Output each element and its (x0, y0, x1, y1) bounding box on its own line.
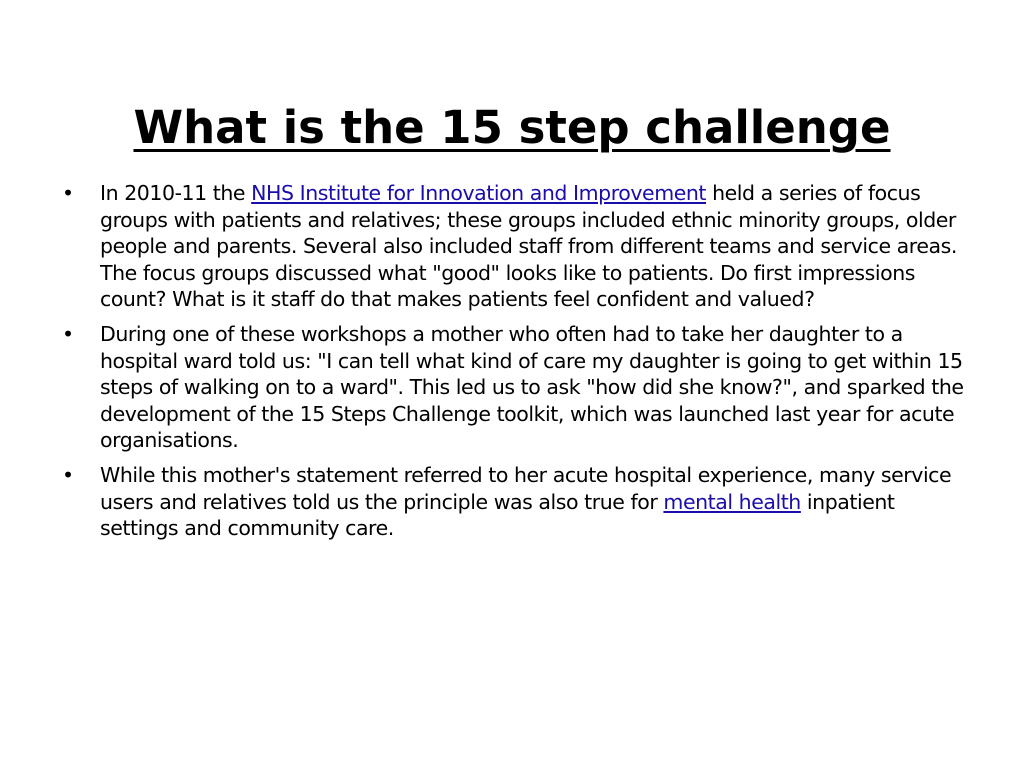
bullet-dot-icon: • (62, 321, 74, 346)
bullet-item-3 (62, 462, 974, 542)
bullet-1-text-start: In 2010-11 the (100, 181, 252, 205)
nhs-institute-link[interactable]: NHS Institute for Innovation and Improvement (251, 181, 707, 205)
mental-health-link[interactable]: mental health (663, 489, 801, 514)
bullet-item-2 (62, 321, 974, 454)
bullet-3-text-start: While this mother's statement referred to her acute hospital experience, many service users and relatives told us the principle was also true for (100, 462, 952, 514)
slide-title (0, 92, 1024, 164)
bullet-dot-icon: • (62, 181, 74, 205)
slide-title-text: What is the 15 step challenge (133, 101, 891, 155)
bullet-dot-icon: • (62, 462, 74, 487)
bullet-list (62, 180, 974, 550)
bullet-item-1 (62, 180, 974, 313)
bullet-2-text: During one of these workshops a mother who often had to take her daughter to a hospital ward told us: "I can tell what kind of care my daughter is going to get within 15 steps of walking on to a ward". This led us to ask "how did she know?", and sparked the development of the 15 Steps Challenge toolkit, which was launched last year for acute organisations. (100, 321, 964, 453)
bullet-1-text-end: held a series of focus groups with patients and relatives; these groups included ethnic minority groups, older people and parents. Several also included staff from different teams and service areas. The focus groups discussed what "good" looks like to patients. Do first impressions count? What is it staff do that makes patients feel confident and valued? (100, 181, 957, 312)
bullet-3-text-end: inpatient settings and community care. (100, 489, 895, 541)
